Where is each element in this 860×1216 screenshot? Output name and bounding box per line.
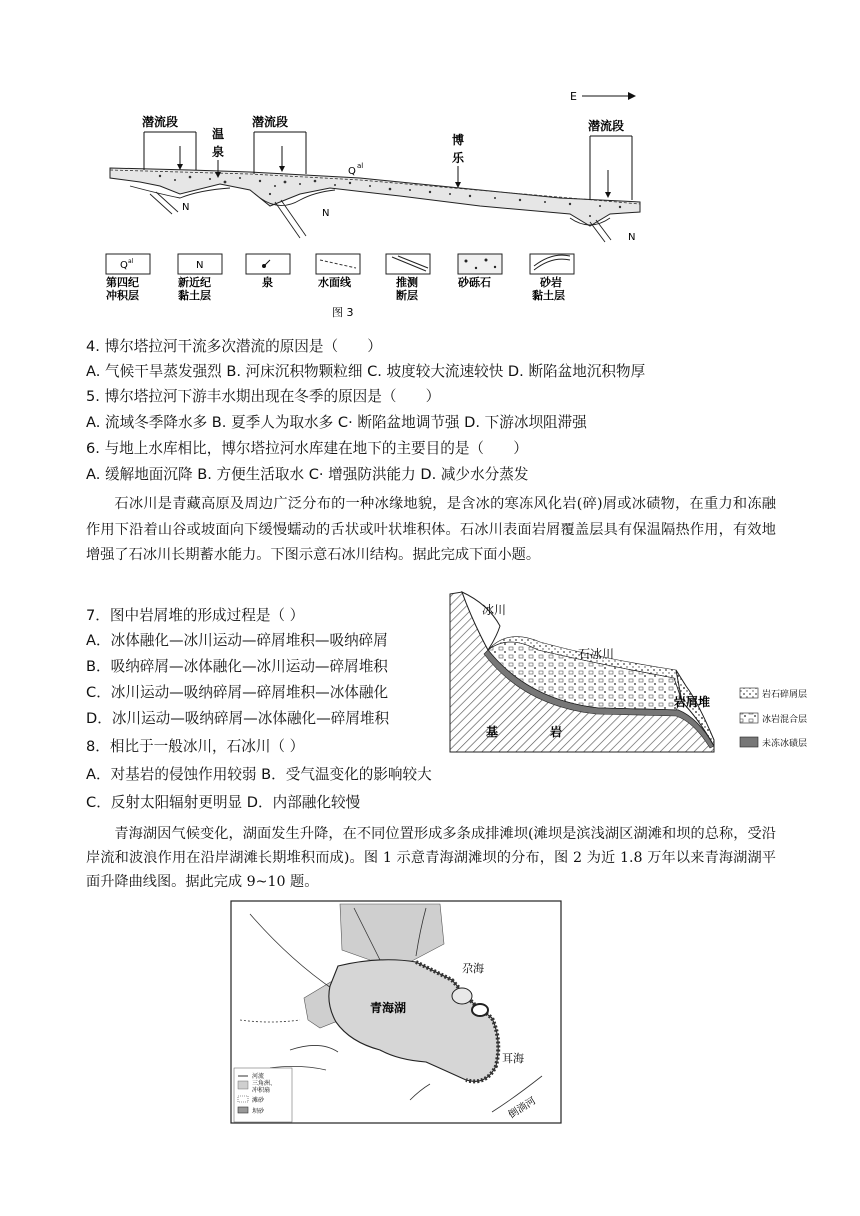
- n-label: N: [182, 202, 190, 213]
- legend-6-line1: 砂砾石: [458, 276, 491, 289]
- question-7-option-b: B．吸纳碎屑—冰体融化—冰川运动—碎屑堆积: [86, 658, 388, 675]
- legend-7-line2: 黏土层: [532, 289, 565, 302]
- qinghai-lake-map: [230, 900, 562, 1124]
- label-qianliu-3: 潜流段: [588, 119, 625, 133]
- question-4: 4. 博尔塔拉河干流多次潜流的原因是（ ）: [86, 338, 382, 355]
- question-6: 6. 与地上水库相比，博尔塔拉河水库建在地下的主要目的是（ ）: [86, 440, 528, 457]
- figure-3-legend: [106, 254, 574, 302]
- label-wen: 温: [212, 127, 225, 141]
- label-qianliu-2: 潜流段: [252, 115, 289, 129]
- legend-7-line1: 砂岩: [540, 276, 562, 289]
- legend-beach-sand: 滩砂: [252, 1097, 265, 1104]
- label-bo: 博: [452, 133, 465, 147]
- question-7-option-c: C．冰川运动—吸纳碎屑—碎屑堆积—冰体融化: [86, 684, 389, 701]
- question-4-options: A. 气候干旱蒸发强烈 B. 河床沉积物颗粒细 C. 坡度较大流速较快 D. 断陷盆地沉积物厚: [86, 363, 646, 380]
- question-8-options-ab: A．对基岩的侵蚀作用较弱 B．受气温变化的影响较大: [86, 766, 432, 783]
- question-8: 8．相比于一般冰川，石冰川（ ）: [86, 738, 305, 755]
- question-7-option-a: A．冰体融化—冰川运动—碎屑堆积—吸纳碎屑: [86, 632, 388, 649]
- rock-glacier-legend: [740, 688, 807, 749]
- legend-q-symbol: Q: [120, 260, 128, 271]
- figure-3-cross-section: [100, 86, 660, 320]
- legend-debris: 岩石碎屑层: [762, 690, 808, 700]
- legend-delta-1: 三角洲、: [252, 1080, 277, 1087]
- question-5: 5. 博尔塔拉河下游丰水期出现在冬季的原因是（ ）: [86, 388, 441, 405]
- legend-2-line1: 新近纪: [178, 276, 211, 289]
- legend-1-line1: 第四纪: [106, 276, 139, 289]
- label-qinghai-lake: 青海湖: [370, 1001, 407, 1015]
- label-talus: 岩屑堆: [674, 695, 711, 709]
- gahai-lake: [452, 988, 472, 1004]
- label-le: 乐: [452, 151, 465, 165]
- label-glacier: 冰川: [482, 603, 507, 617]
- legend-till: 未冻冰碛层: [762, 739, 808, 749]
- legend-3-line1: 泉: [262, 276, 273, 289]
- label-q: Q: [348, 166, 356, 177]
- lake-map-legend: [234, 1068, 292, 1122]
- legend-bar-sand: 坝砂: [252, 1108, 265, 1115]
- legend-mix: 冰岩混合层: [762, 715, 808, 725]
- question-5-options: A. 流域冬季降水多 B. 夏季人为取水多 C· 断陷盆地调节强 D. 下游冰坝阻滞强: [86, 414, 587, 431]
- passage-qinghai-lake: 青海湖因气候变化，湖面发生升降，在不同位置形成多条成排滩坝(滩坝是滨浅湖区湖滩和坝的总称，受沿岸流和波浪作用在沿岸湖滩长期堆积而成)。图 1 示意青海湖滩坝的分布，图 2 为近 1.8 万年以来青海湖湖平面升降曲线图。据此完成 9~10 题。: [86, 826, 776, 890]
- n-label: N: [628, 232, 636, 243]
- n-label: N: [322, 208, 330, 219]
- question-7: 7．图中岩屑堆的形成过程是（ ）: [86, 607, 305, 624]
- legend-4-line1: 水面线: [318, 276, 351, 289]
- label-rock-glacier: 石冰川: [578, 647, 615, 661]
- legend-q-sup: al: [128, 258, 134, 265]
- label-gahai: 尕海: [462, 962, 484, 975]
- question-7-option-d: D．冰川运动—吸纳碎屑—冰体融化—碎屑堆积: [86, 710, 390, 727]
- question-8-options-cd: C．反射太阳辐射更明显 D．内部融化较慢: [86, 794, 361, 811]
- label-q-sup: al: [357, 162, 364, 170]
- question-6-options: A. 缓解地面沉降 B. 方便生活取水 C· 增强防洪能力 D. 减少水分蒸发: [86, 466, 529, 483]
- rock-glacier-diagram: [448, 590, 820, 756]
- direction-label: E: [570, 90, 577, 103]
- label-erhai: 耳海: [502, 1052, 524, 1065]
- figure-3-caption: 图 3: [332, 306, 354, 319]
- legend-delta-2: 冲积扇: [252, 1087, 271, 1094]
- label-bedrock-2: 岩: [550, 725, 563, 739]
- legend-5-line1: 推测: [396, 276, 418, 289]
- legend-1-line2: 冲积层: [106, 289, 139, 302]
- legend-2-line2: 黏土层: [178, 289, 211, 302]
- label-daotang-river: 倒淌河: [506, 1095, 539, 1121]
- passage-rock-glacier: 石冰川是青藏高原及周边广泛分布的一种冰缘地貌，是含冰的寒冻风化岩(碎)屑或冰碛物，在重力和冻融作用下沿着山谷或坡面向下缓慢蠕动的舌状或叶状堆积体。石冰川表面岩屑覆盖层具有保温隔热作用，有效地增强了石冰川长期蓄水能力。下图示意石冰川结构。据此完成下面小题。: [86, 496, 776, 563]
- small-lake: [472, 1004, 488, 1016]
- label-qianliu-1: 潜流段: [142, 115, 179, 129]
- label-bedrock-1: 基: [486, 725, 499, 739]
- label-quan: 泉: [212, 145, 225, 159]
- legend-river: 河流: [252, 1073, 265, 1080]
- legend-n-symbol: N: [196, 260, 204, 271]
- legend-5-line2: 断层: [396, 289, 418, 302]
